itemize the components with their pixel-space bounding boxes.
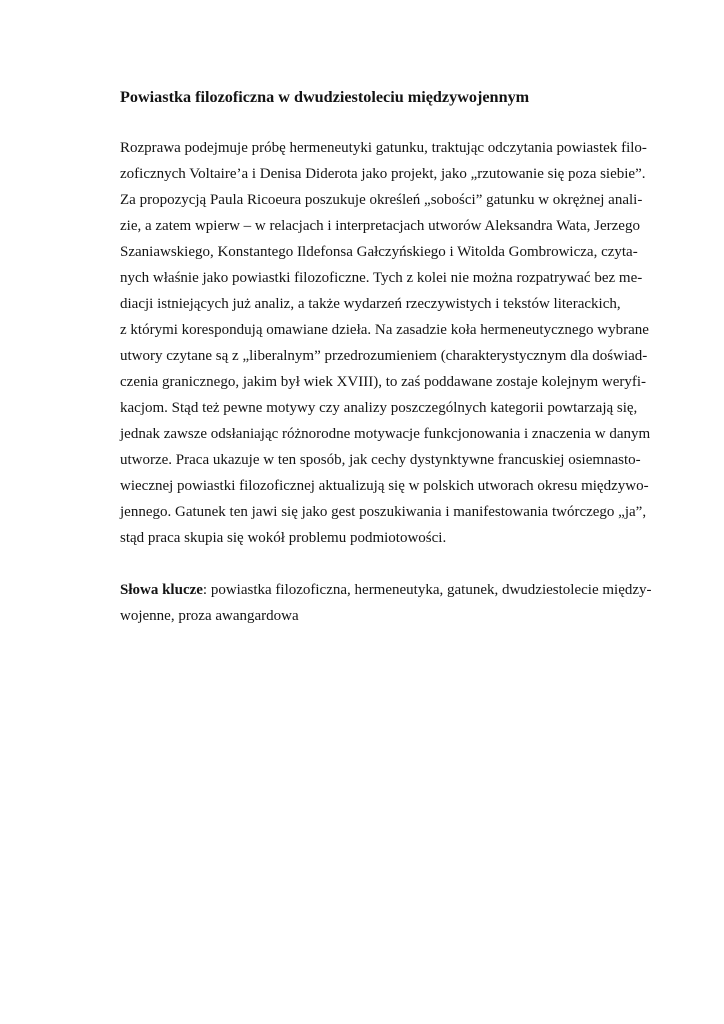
keywords-line: wojenne, proza awangardowa xyxy=(120,608,299,624)
abstract-line: jennego. Gatunek ten jawi się jako gest poszukiwania i manifestowania twórczego „ja”, xyxy=(120,504,647,520)
abstract-line: stąd praca skupia się wokół problemu podmiotowości. xyxy=(120,530,447,546)
document-page xyxy=(120,84,652,629)
keywords-line xyxy=(120,577,652,603)
abstract-line: diacji istniejących już analiz, a także wydarzeń rzeczywistych i tekstów literackich, xyxy=(120,296,621,312)
abstract-line: jednak zawsze odsłaniając różnorodne motywacje funkcjonowania i znaczenia w danym xyxy=(120,426,651,442)
document-title: Powiastka filozoficzna w dwudziestoleciu międzywojennym xyxy=(120,88,530,106)
abstract-line: Za propozycją Paula Ricoeura poszukuje określeń „sobości” gatunku w okrężnej anali- xyxy=(120,192,643,208)
abstract-line: Rozprawa podejmuje próbę hermeneutyki gatunku, traktując odczytania powiastek filo- xyxy=(120,140,647,156)
abstract-line: zie, a zatem wpierw – w relacjach i interpretacjach utworów Aleksandra Wata, Jerzego xyxy=(120,218,640,234)
abstract-line: czenia granicznego, jakim był wiek XVIII), to zaś poddawane zostaje kolejnym weryfi- xyxy=(120,374,647,390)
abstract-line: wiecznej powiastki filozoficznej aktualizują się w polskich utworach okresu międzywo- xyxy=(120,478,649,494)
abstract-paragraph xyxy=(120,135,651,551)
abstract-line: nych właśnie jako powiastki filozoficzne. Tych z kolei nie można rozpatrywać bez me- xyxy=(120,270,643,286)
abstract-line: zoficznych Voltaire’a i Denisa Diderota jako projekt, jako „rzutowanie się poza siebie”. xyxy=(120,166,646,182)
keywords-text: : powiastka filozoficzna, hermeneutyka, gatunek, dwudziestolecie między- xyxy=(202,582,652,598)
abstract-line: utwory czytane są z „liberalnym” przedrozumieniem (charakterystycznym dla doświad- xyxy=(120,348,648,364)
abstract-line: Szaniawskiego, Konstantego Ildefonsa Gałczyńskiego i Witolda Gombrowicza, czyta- xyxy=(120,244,638,260)
keywords-label: Słowa klucze xyxy=(120,582,203,598)
keywords-section xyxy=(120,577,652,629)
abstract-line: utworze. Praca ukazuje w ten sposób, jak cechy dystynktywne francuskiej osiemnasto- xyxy=(120,452,641,468)
abstract-line: kacjom. Stąd też pewne motywy czy analizy poszczególnych kategorii powtarzają się, xyxy=(120,400,638,416)
abstract-line: z którymi korespondują omawiane dzieła. Na zasadzie koła hermeneutycznego wybrane xyxy=(120,322,649,338)
